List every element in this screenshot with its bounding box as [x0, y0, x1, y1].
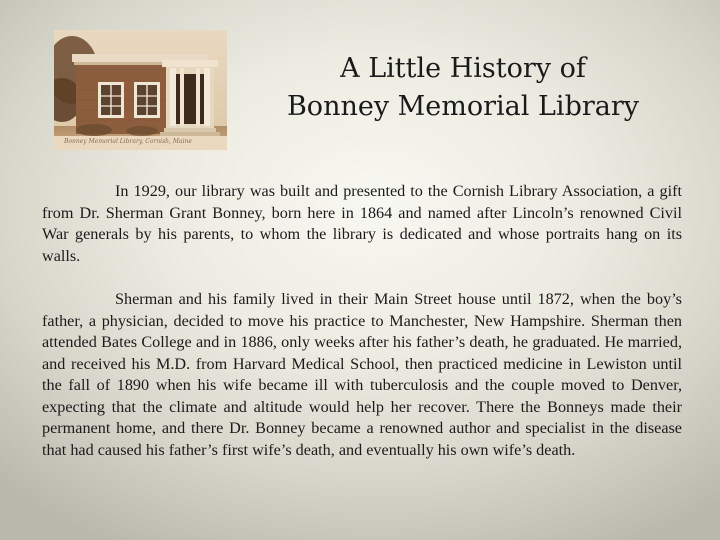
- photo-caption: Bonney Memorial Library, Cornish, Maine: [64, 138, 192, 145]
- page-title: [240, 50, 686, 126]
- library-photo: [54, 30, 227, 150]
- paragraph-1: In 1929, our library was built and presented to the Cornish Library Association, a gift from Dr. Sherman Grant Bonney, born here in 1864 and named after Lincoln’s renowned Civil War generals by his parents, to whom the library is dedicated and whose portraits hang on its walls.: [42, 182, 682, 265]
- title-line-1: A Little History of: [340, 53, 586, 84]
- paragraph-2: Sherman and his family lived in their Main Street house until 1872, when the boy’s father, a physician, decided to move his practice to Manchester, New Hampshire. Sherman then attended Bates College and in 1886, only weeks after his father’s death, he graduated. He married, and received his M.D. from Harvard Medical School, then practiced medicine in Lewiston until the fall of 1890 when his wife became ill with tuberculosis and the couple moved to Denver, expecting that the climate and altitude would help her recover. There the Bonneys made their permanent home, and there Dr. Bonney became a renowned author and specialist in the disease that had caused his father’s first wife’s death, and eventually his own wife’s death.: [42, 290, 682, 459]
- title-line-2: Bonney Memorial Library: [286, 91, 640, 122]
